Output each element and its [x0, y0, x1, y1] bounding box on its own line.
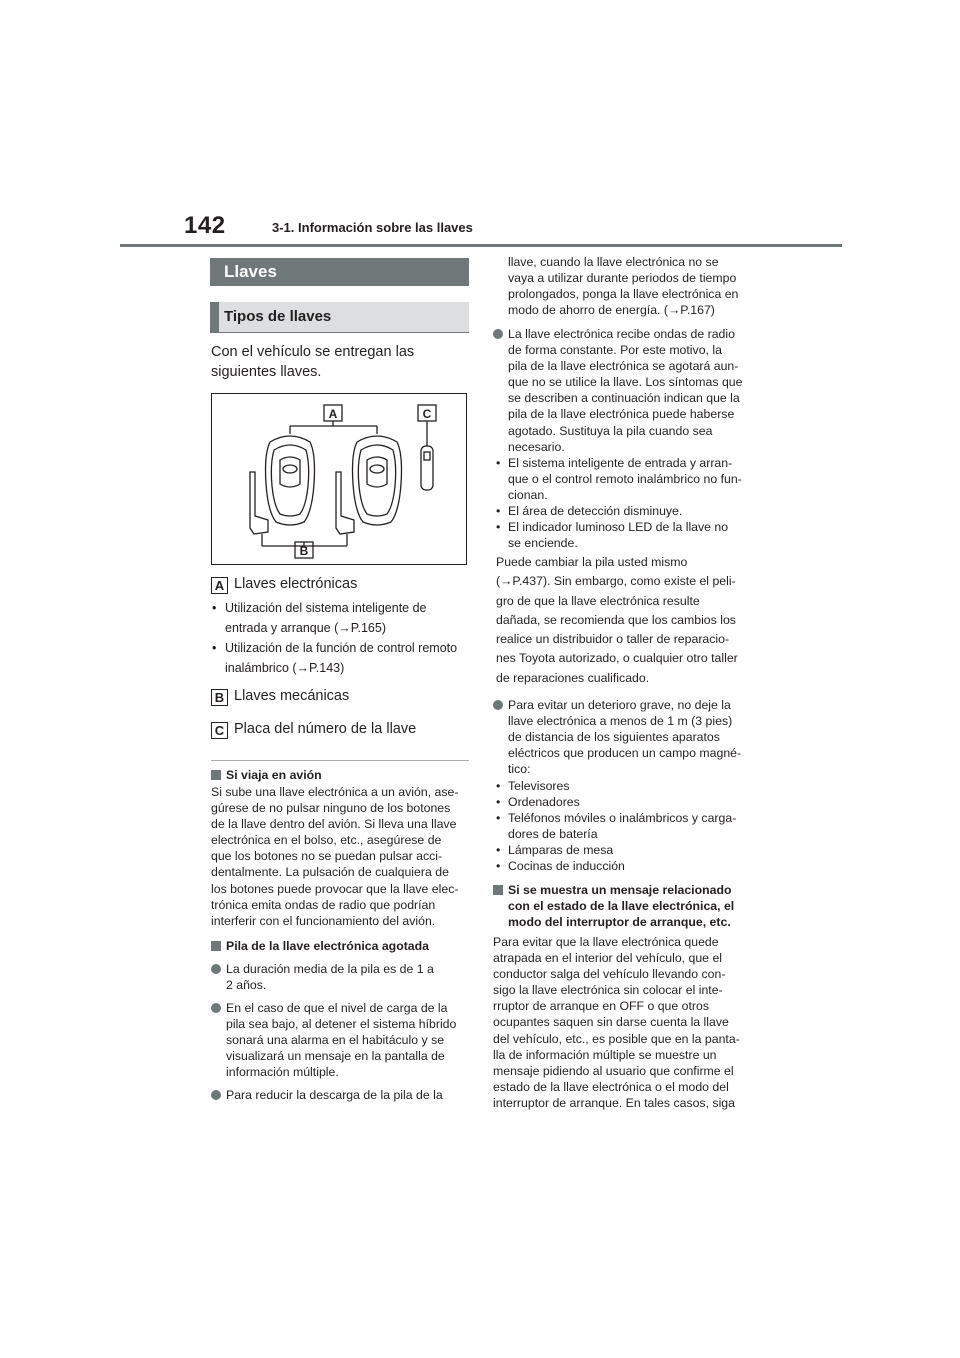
title-line: Si viaja en avión — [226, 768, 322, 782]
legend-c — [211, 721, 416, 739]
text-line: interferir con el funcionamiento del avión. — [211, 913, 436, 928]
bullet-line: Utilización de la función de control remoto — [225, 641, 458, 655]
subheading-accent — [210, 302, 219, 332]
text-line: dentalmente. La pulsación de cualquiera de — [211, 865, 449, 880]
page-number: 142 — [184, 212, 226, 239]
title-line: con el estado de la llave electrónica, el — [508, 899, 735, 914]
intro-line: siguientes llaves. — [211, 364, 322, 380]
text-line: Teléfonos móviles o inalámbricos y carga- — [508, 811, 737, 826]
circle-marker — [493, 329, 503, 339]
callout-b: B — [299, 544, 309, 558]
text-line: prolongados, ponga la llave electrónica en — [508, 287, 739, 302]
text-line: La duración media de la pila es de 1 a — [226, 962, 434, 976]
device-item: • Televisores — [496, 778, 736, 794]
text-line: atrapada en el interior del vehículo, que el — [493, 951, 723, 966]
symptom-item: • El área de detección disminuye. — [496, 503, 742, 519]
radio-item — [493, 326, 742, 455]
keys-illustration — [212, 394, 468, 566]
bullet-line: entrada y arranque (→P.165) — [225, 620, 386, 635]
subheading-bar — [210, 302, 469, 333]
legend-a-bullet: • Utilización del sistema inteligente de entrada y arranque (→P.165) — [212, 599, 472, 638]
text-line: dañada, se recomienda que los cambios los — [496, 612, 736, 627]
legend-b — [211, 688, 349, 706]
text-line: de reparaciones cualificado. — [496, 670, 650, 685]
circle-marker — [211, 964, 221, 974]
divider — [211, 760, 469, 761]
text-line: Cocinas de inducción — [508, 859, 625, 874]
text-line: de la llave dentro del avión. Si lleva una llave — [211, 817, 457, 832]
text-line: gúrese de no pulsar ninguno de los botones — [211, 801, 451, 816]
text-line: agotado. Sustituya la pila cuando sea — [508, 423, 713, 438]
text-line: los botones puede provocar que la llave elec- — [211, 881, 459, 896]
text-line: Lámparas de mesa — [508, 843, 614, 858]
title-line: Pila de la llave electrónica agotada — [226, 939, 429, 953]
bullet-line: inalámbrico (→P.143) — [225, 660, 345, 675]
text-line: La llave electrónica recibe ondas de radio — [508, 327, 735, 341]
legend-a — [211, 576, 357, 594]
heading: Llaves — [224, 262, 277, 281]
text-line: realice un distribuidor o taller de reparacio- — [496, 632, 730, 647]
text-line: cionan. — [508, 488, 548, 503]
device-list — [496, 778, 736, 875]
text-line: pila sea bajo, al detener el sistema híbrido — [226, 1017, 457, 1032]
heading-bar — [210, 258, 469, 286]
text-line: interruptor de arranque. En tales casos, siga — [493, 1095, 735, 1110]
text-line: El indicador luminoso LED de la llave no — [508, 520, 729, 535]
text-line: que no se utilice la llave. Los síntomas que — [508, 375, 743, 390]
text-line: (→P.437). Sin embargo, como existe el peli- — [496, 574, 736, 589]
battery-item — [211, 1087, 443, 1103]
text-line: electrónica en el bolso, etc., asegúrese de — [211, 833, 442, 848]
text-line: mensaje pidiendo al usuario que confirme el — [493, 1063, 734, 1078]
legend-letter-c: C — [211, 722, 228, 739]
device-item: • Lámparas de mesa — [496, 842, 736, 858]
text-line: Puede cambiar la pila usted mismo — [496, 555, 688, 569]
text-line: visualizará un mensaje en la pantalla de — [226, 1049, 445, 1064]
intro-line: Con el vehículo se entregan las — [211, 344, 415, 360]
device-item: • Cocinas de inducción — [496, 858, 736, 874]
text-line: Ordenadores — [508, 795, 580, 810]
circle-marker — [493, 700, 503, 710]
damage-item — [493, 697, 741, 777]
text-line: vaya a utilizar durante periodos de tiempo — [508, 271, 737, 286]
text-line: llave electrónica a menos de 1 m (3 pies) — [508, 714, 733, 729]
battery-item — [211, 961, 434, 993]
text-line: estado de la llave electrónica o el modo del — [493, 1079, 729, 1094]
airplane-text — [211, 784, 458, 929]
text-line: Para evitar un deterioro grave, no deje la — [508, 698, 731, 712]
text-line: que los botones no se puedan pulsar acci- — [211, 849, 443, 864]
continued-text — [508, 254, 738, 318]
battery-title — [211, 938, 429, 954]
text-line: dores de batería — [508, 827, 598, 842]
symptom-item: • El sistema inteligente de entrada y arran- que o el control remoto inalámbrico no fun- cionan. — [496, 456, 742, 503]
square-marker — [211, 770, 221, 780]
text-line: ocupantes saquen sin darse cuenta la llave — [493, 1015, 729, 1030]
text-line: Para evitar que la llave electrónica quede — [493, 935, 719, 949]
legend-a-bullet: • Utilización de la función de control remoto inalámbrico (→P.143) — [212, 639, 472, 678]
callout-c: C — [422, 407, 432, 421]
legend-text-a: Llaves electrónicas — [234, 576, 358, 592]
header-rule — [120, 244, 842, 247]
intro-text — [211, 342, 469, 382]
text-line: conductor salga del vehículo llevando con- — [493, 967, 726, 982]
text-line: Televisores — [508, 779, 570, 793]
replace-text — [496, 553, 738, 688]
text-line: del vehículo, etc., es posible que en la panta- — [493, 1031, 740, 1046]
legend-text-c: Placa del número de la llave — [234, 721, 417, 737]
text-line: llave, cuando la llave electrónica no se — [508, 255, 719, 269]
text-line: modo de ahorro de energía. (→P.167) — [508, 303, 715, 318]
device-item: • Teléfonos móviles o inalámbricos y carga- dores de batería — [496, 811, 737, 842]
text-line: El área de detección disminuye. — [508, 504, 683, 519]
airplane-title — [211, 767, 322, 783]
text-line: eléctricos que producen un campo magné- — [508, 746, 742, 761]
text-line: tico: — [508, 762, 531, 777]
text-line: de distancia de los siguientes aparatos — [508, 730, 720, 745]
callout-a: A — [328, 407, 338, 421]
text-line: 2 años. — [226, 978, 267, 993]
text-line: trónica emita ondas de radio que podrían — [211, 897, 436, 912]
section-title: 3-1. Información sobre las llaves — [272, 220, 473, 235]
text-line: pila de la llave electrónica se agotará aun- — [508, 359, 739, 374]
bullet-line: Utilización del sistema inteligente de — [225, 601, 427, 615]
legend-letter-a: A — [211, 577, 228, 594]
text-line: se describen a continuación indican que la — [508, 391, 740, 406]
legend-text-b: Llaves mecánicas — [234, 688, 350, 704]
circle-marker — [211, 1090, 221, 1100]
square-marker — [493, 885, 503, 895]
text-line: lla de información múltiple se muestre un — [493, 1047, 717, 1062]
text-line: información múltiple. — [226, 1065, 339, 1080]
title-line: Si se muestra un mensaje relacionado — [508, 883, 732, 897]
text-line: Para reducir la descarga de la pila de la — [226, 1088, 443, 1102]
text-line: sigo la llave electrónica sin colocar el inte- — [493, 983, 723, 998]
message-text — [493, 934, 740, 1111]
title-line: modo del interruptor de arranque, etc. — [508, 915, 731, 930]
text-line: gro de que la llave electrónica resulte — [496, 593, 700, 608]
keys-figure — [211, 393, 467, 565]
circle-marker — [211, 1003, 221, 1013]
text-line: de forma constante. Por este motivo, la — [508, 343, 722, 358]
text-line: se enciende. — [508, 536, 578, 551]
square-marker — [211, 941, 221, 951]
legend-letter-b: B — [211, 689, 228, 706]
text-line: En el caso de que el nivel de carga de la — [226, 1001, 448, 1015]
text-line: rruptor de arranque en OFF o que otros — [493, 999, 709, 1014]
text-line: pila de la llave electrónica puede haberse — [508, 407, 735, 422]
text-line: nes Toyota autorizado, o cualquier otro taller — [496, 651, 738, 666]
text-line: sonará una alarma en el habitáculo y se — [226, 1033, 445, 1048]
text-line: necesario. — [508, 439, 565, 454]
device-item: • Ordenadores — [496, 794, 736, 810]
text-line: Si sube una llave electrónica a un avión, ase- — [211, 785, 459, 799]
text-line: que o el control remoto inalámbrico no fun- — [508, 472, 742, 487]
symptom-item: • El indicador luminoso LED de la llave no se enciende. — [496, 519, 742, 551]
message-title — [493, 882, 734, 930]
battery-item — [211, 1000, 456, 1080]
subheading: Tipos de llaves — [224, 308, 332, 325]
text-line: El sistema inteligente de entrada y arran- — [508, 456, 733, 470]
symptom-list — [496, 455, 742, 552]
